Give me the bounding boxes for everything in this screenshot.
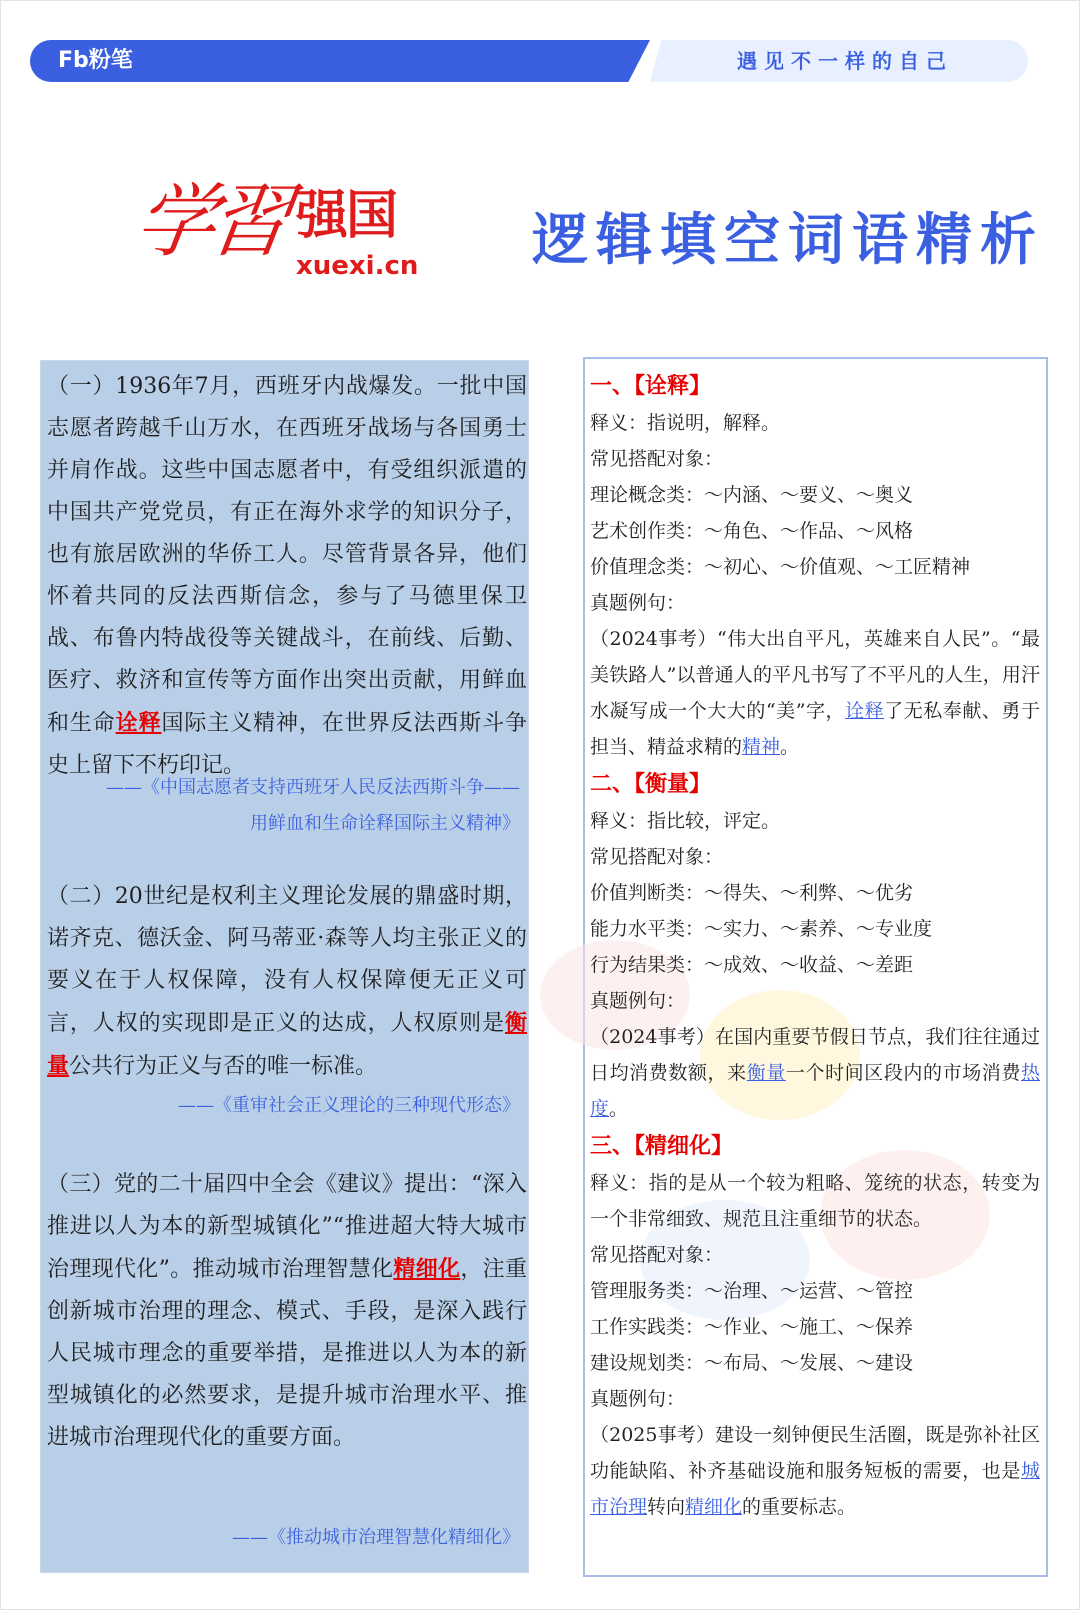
collocation-item: 建设规划类：～布局、～发展、～建设 bbox=[590, 1352, 914, 1374]
example-keyword: 热度 bbox=[590, 1062, 1040, 1120]
section-title: 一、【诠释】 bbox=[590, 373, 712, 399]
example-sentence: （2025事考）建设一刻钟便民生活圈，既是弥补社区功能缺陷、补齐基础设施和服务短板的需要，也是城市治理转向精细化的重要标志。 bbox=[590, 1424, 1040, 1518]
header-slogan: 遇见不一样的自己 bbox=[737, 49, 953, 73]
section-jingxihua bbox=[590, 1127, 1040, 1525]
logo-url: xuexi.cn bbox=[296, 251, 419, 281]
collocation-item: 理论概念类：～内涵、～要义、～奥义 bbox=[590, 484, 914, 506]
passage-2: （二）20世纪是权利主义理论发展的鼎盛时期，诺齐克、德沃金、阿马蒂亚·森等人均主张正义的要义在于人权保障，没有人权保障便无正义可言，人权的实现即是正义的达成，人权原则是衡量公共行为正义与否的唯一标准。 bbox=[47, 884, 527, 1079]
passage-1-source-line1: ——《中国志愿者支持西班牙人民反法西斯斗争—— bbox=[106, 777, 520, 798]
collocation-item: 价值判断类：～得失、～利弊、～优劣 bbox=[590, 882, 914, 904]
passage-3: （三）党的二十届四中全会《建议》提出：“深入推进以人为本的新型城镇化”“推进超大特大城市治理现代化”。推动城市治理智慧化精细化，注重创新城市治理的理念、模式、手段，是深入践行人民城市理念的重要举措，是推进以人为本的新型城镇化的必然要求，是提升城市治理水平、推进城市治理现代化的重要方面。 bbox=[47, 1172, 527, 1450]
section-hengliang bbox=[590, 765, 1040, 1127]
collocation-item: 价值理念类：～初心、～价值观、～工匠精神 bbox=[590, 556, 971, 578]
section-title: 二、【衡量】 bbox=[590, 771, 712, 797]
keyword-hengliang: 衡量 bbox=[47, 1010, 527, 1079]
passage-2-source: ——《重审社会正义理论的三种现代形态》 bbox=[178, 1095, 520, 1116]
section-title: 三、【精细化】 bbox=[590, 1133, 734, 1159]
collocation-item: 艺术创作类：～角色、～作品、～风格 bbox=[590, 520, 914, 542]
collocation-item: 管理服务类：～治理、～运营、～管控 bbox=[590, 1280, 914, 1302]
example-keyword: 诠释 bbox=[845, 700, 885, 722]
collocation-item: 能力水平类：～实力、～素养、～专业度 bbox=[590, 918, 933, 940]
example-label: 真题例句： bbox=[590, 592, 686, 614]
example-sentence: （2024事考）“伟大出自平凡，英雄来自人民”。“最美铁路人”以普通人的平凡书写了不平凡的人生，用汗水凝写成一个大大的“美”字，诠释了无私奉献、勇于担当、精益求精的精神。 bbox=[590, 628, 1040, 758]
logo-name: 强国 bbox=[296, 186, 397, 246]
passage-1-source-line2: 用鲜血和生命诠释国际主义精神》 bbox=[250, 813, 520, 834]
section-meaning: 释义：指说明，解释。 bbox=[590, 412, 781, 434]
xuexi-qiangguo-logo bbox=[129, 172, 419, 292]
example-keyword: 精细化 bbox=[685, 1496, 743, 1518]
example-label: 真题例句： bbox=[590, 1388, 686, 1410]
example-keyword: 衡量 bbox=[746, 1062, 786, 1084]
example-label: 真题例句： bbox=[590, 990, 686, 1012]
collocation-item: 工作实践类：～作业、～施工、～保养 bbox=[590, 1316, 914, 1338]
example-keyword: 城市治理 bbox=[590, 1460, 1040, 1518]
passage-3-source: ——《推动城市治理智慧化精细化》 bbox=[232, 1527, 520, 1548]
analysis-content bbox=[590, 367, 1040, 1525]
keyword-quanshi: 诠释 bbox=[115, 710, 162, 736]
section-quanshi bbox=[590, 367, 1040, 765]
brand-logo: Fb粉笔 bbox=[58, 48, 133, 73]
keyword-jingxihua: 精细化 bbox=[393, 1256, 461, 1282]
collocation-label: 常见搭配对象： bbox=[590, 1244, 724, 1266]
logo-script: 学習 bbox=[129, 175, 291, 268]
section-meaning: 释义：指的是从一个较为粗略、笼统的状态，转变为一个非常细致、规范且注重细节的状态。 bbox=[590, 1172, 1040, 1230]
example-keyword: 精神 bbox=[742, 736, 781, 758]
example-sentence: （2024事考）在国内重要节假日节点，我们往往通过日均消费数额，来衡量一个时间区段内的市场消费热度。 bbox=[590, 1026, 1040, 1120]
collocation-item: 行为结果类：～成效、～收益、～差距 bbox=[590, 954, 914, 976]
passage-1: （一）1936年7月，西班牙内战爆发。一批中国志愿者跨越千山万水，在西班牙战场与各国勇士并肩作战。这些中国志愿者中，有受组织派遣的中国共产党党员，有正在海外求学的知识分子，也有旅居欧洲的华侨工人。尽管背景各异，他们怀着共同的反法西斯信念，参与了马德里保卫战、布鲁内特战役等关键战斗，在前线、后勤、医疗、救济和宣传等方面作出突出贡献，用鲜血和生命诠释国际主义精神，在世界反法西斯斗争史上留下不朽印记。 bbox=[47, 374, 527, 778]
section-meaning: 释义：指比较，评定。 bbox=[590, 810, 781, 832]
collocation-label: 常见搭配对象： bbox=[590, 448, 724, 470]
page-title: 逻辑填空词语精析 bbox=[532, 207, 1044, 273]
collocation-label: 常见搭配对象： bbox=[590, 846, 724, 868]
